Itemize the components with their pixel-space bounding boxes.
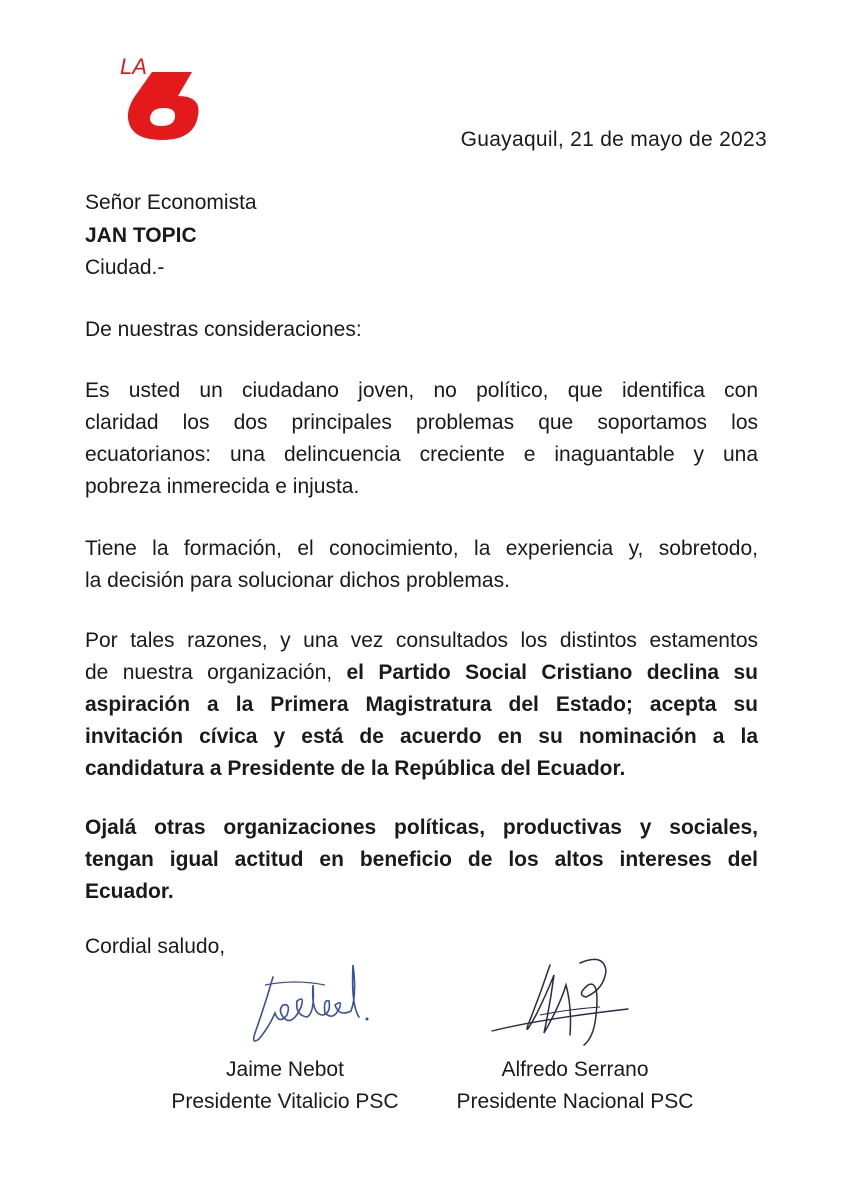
salutation: De nuestras consideraciones: [85, 318, 362, 341]
paragraph-3 [85, 625, 758, 785]
paragraph-2 [85, 533, 758, 597]
paragraph-2-line: la decisión para solucionar dichos problemas. [85, 569, 510, 592]
paragraph-4-line: Ecuador. [85, 880, 174, 903]
paragraph-4 [85, 812, 758, 908]
paragraph-4-line: Ojalá otras organizaciones políticas, productivas y sociales, [85, 816, 758, 839]
signer-role: Presidente Nacional PSC [456, 1090, 694, 1113]
closing-line: Cordial saludo, [85, 935, 226, 958]
addressee-name: JAN TOPIC [85, 224, 197, 247]
signer-block-2 [440, 1054, 710, 1118]
paragraph-1-line: pobreza inmerecida e injusta. [85, 475, 360, 498]
paragraph-1-line: ecuatorianos: una delincuencia creciente e inaguantable y una [85, 443, 758, 466]
paragraph-4-line: tengan igual actitud en beneficio de los altos intereses del [85, 848, 758, 871]
signature-jaime-nebot [235, 955, 385, 1055]
paragraph-1-line: Es usted un ciudadano joven, no político, que identifica con [85, 379, 758, 402]
paragraph-3-line: Por tales razones, y una vez consultados los distintos estamentos [85, 629, 758, 652]
paragraph-3-line-mixed [85, 657, 758, 689]
addressee-title: Señor Economista [85, 191, 257, 214]
la6-logo [118, 52, 208, 144]
paragraph-3-line: candidatura a Presidente de la República del Ecuador. [85, 757, 626, 780]
signer-block-1 [150, 1054, 420, 1118]
paragraph-3-line: invitación cívica y está de acuerdo en su nominación a la [85, 725, 758, 748]
paragraph-3-bold-text: el Partido Social Cristiano declina su [346, 661, 758, 684]
paragraph-3-line: aspiración a la Primera Magistratura del Estado; acepta su [85, 693, 758, 716]
addressee-city: Ciudad.- [85, 256, 165, 279]
paragraph-3-normal-text: de nuestra organización, [85, 661, 347, 684]
paragraph-2-line: Tiene la formación, el conocimiento, la experiencia y, sobretodo, [85, 537, 758, 560]
logo-la-text: LA [120, 54, 147, 79]
signature-alfredo-serrano [480, 945, 640, 1055]
paragraph-1-line: claridad los dos principales problemas que soportamos los [85, 411, 758, 434]
signer-role: Presidente Vitalicio PSC [171, 1090, 399, 1113]
signer-name: Alfredo Serrano [501, 1058, 649, 1081]
paragraph-1 [85, 375, 758, 503]
letter-date: Guayaquil, 21 de mayo de 2023 [460, 128, 767, 151]
signer-name: Jaime Nebot [226, 1058, 344, 1081]
